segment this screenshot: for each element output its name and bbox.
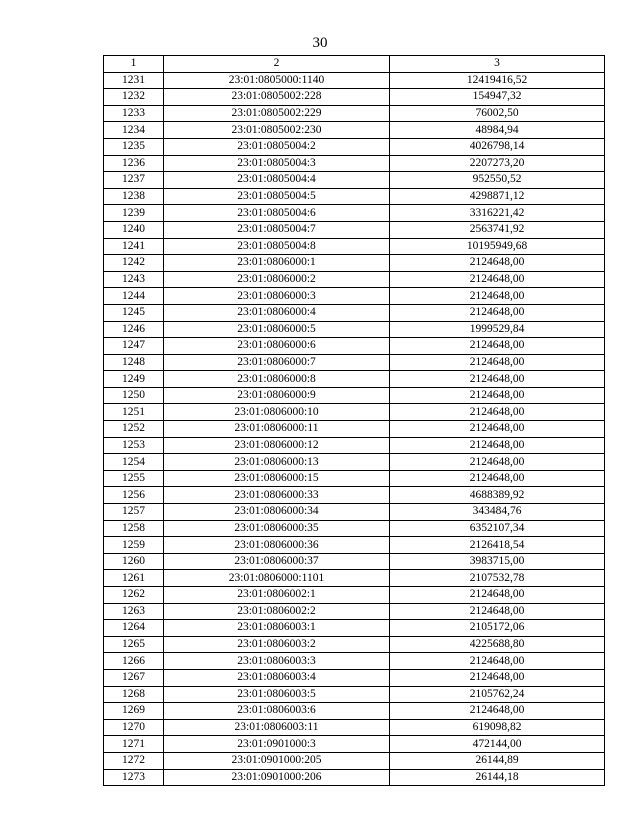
- cadastral-number-cell: 23:01:0806000:9: [164, 387, 390, 404]
- cadastral-number-cell: 23:01:0806000:10: [164, 404, 390, 421]
- value-cell: 2126418,54: [390, 537, 605, 554]
- table-row: [104, 470, 605, 487]
- cadastral-number-cell: 23:01:0805004:3: [164, 155, 390, 172]
- table-row: [104, 321, 605, 338]
- table-row: [104, 89, 605, 106]
- cadastral-number-cell: 23:01:0806000:2: [164, 271, 390, 288]
- row-number-cell: 1243: [104, 271, 164, 288]
- row-number-cell: 1247: [104, 338, 164, 355]
- row-number-cell: 1235: [104, 138, 164, 155]
- cadastral-number-cell: 23:01:0806000:1101: [164, 570, 390, 587]
- table-row: [104, 304, 605, 321]
- value-cell: 2124648,00: [390, 603, 605, 620]
- column-header-2: 2: [164, 56, 390, 73]
- table-row: [104, 421, 605, 438]
- row-number-cell: 1236: [104, 155, 164, 172]
- cadastral-number-cell: 23:01:0806003:11: [164, 719, 390, 736]
- value-cell: 2124648,00: [390, 454, 605, 471]
- table-row: [104, 138, 605, 155]
- cadastral-number-cell: 23:01:0805004:8: [164, 238, 390, 255]
- value-cell: 2107532,78: [390, 570, 605, 587]
- value-cell: 2124648,00: [390, 669, 605, 686]
- cadastral-number-cell: 23:01:0805002:230: [164, 122, 390, 139]
- value-cell: 2124648,00: [390, 587, 605, 604]
- row-number-cell: 1238: [104, 188, 164, 205]
- cadastral-number-cell: 23:01:0806002:1: [164, 587, 390, 604]
- value-cell: 154947,32: [390, 89, 605, 106]
- row-number-cell: 1256: [104, 487, 164, 504]
- table-row: [104, 371, 605, 388]
- cadastral-number-cell: 23:01:0901000:205: [164, 752, 390, 769]
- row-number-cell: 1232: [104, 89, 164, 106]
- value-cell: 2105762,24: [390, 686, 605, 703]
- table-row: [104, 719, 605, 736]
- value-cell: 2124648,00: [390, 404, 605, 421]
- cadastral-number-cell: 23:01:0805004:7: [164, 221, 390, 238]
- value-cell: 10195949,68: [390, 238, 605, 255]
- table-row: [104, 387, 605, 404]
- value-cell: 2124648,00: [390, 653, 605, 670]
- row-number-cell: 1254: [104, 454, 164, 471]
- cadastral-number-cell: 23:01:0805000:1140: [164, 72, 390, 89]
- table-row: [104, 338, 605, 355]
- cadastral-number-cell: 23:01:0806003:4: [164, 669, 390, 686]
- value-cell: 3316221,42: [390, 205, 605, 222]
- cadastral-number-cell: 23:01:0806003:3: [164, 653, 390, 670]
- column-header-3: 3: [390, 56, 605, 73]
- table-row: [104, 255, 605, 272]
- cadastral-number-cell: 23:01:0806000:11: [164, 421, 390, 438]
- cadastral-number-cell: 23:01:0901000:206: [164, 769, 390, 786]
- table-body: [104, 72, 605, 786]
- row-number-cell: 1245: [104, 304, 164, 321]
- cadastral-number-cell: 23:01:0806000:6: [164, 338, 390, 355]
- row-number-cell: 1248: [104, 354, 164, 371]
- table-row: [104, 686, 605, 703]
- row-number-cell: 1237: [104, 172, 164, 189]
- row-number-cell: 1250: [104, 387, 164, 404]
- row-number-cell: 1265: [104, 636, 164, 653]
- value-cell: 2207273,20: [390, 155, 605, 172]
- value-cell: 26144,18: [390, 769, 605, 786]
- table-row: [104, 271, 605, 288]
- cadastral-number-cell: 23:01:0901000:3: [164, 736, 390, 753]
- table-row: [104, 72, 605, 89]
- table-row: [104, 172, 605, 189]
- row-number-cell: 1233: [104, 105, 164, 122]
- value-cell: 2124648,00: [390, 437, 605, 454]
- value-cell: 2105172,06: [390, 620, 605, 637]
- row-number-cell: 1244: [104, 288, 164, 305]
- row-number-cell: 1253: [104, 437, 164, 454]
- row-number-cell: 1264: [104, 620, 164, 637]
- value-cell: 2124648,00: [390, 470, 605, 487]
- value-cell: 4026798,14: [390, 138, 605, 155]
- cadastral-number-cell: 23:01:0806000:4: [164, 304, 390, 321]
- table-row: [104, 553, 605, 570]
- value-cell: 2124648,00: [390, 371, 605, 388]
- cadastral-number-cell: 23:01:0806000:35: [164, 520, 390, 537]
- cadastral-number-cell: 23:01:0806000:8: [164, 371, 390, 388]
- value-cell: 1999529,84: [390, 321, 605, 338]
- cadastral-number-cell: 23:01:0805004:2: [164, 138, 390, 155]
- table-row: [104, 122, 605, 139]
- row-number-cell: 1268: [104, 686, 164, 703]
- table-row: [104, 587, 605, 604]
- cadastral-number-cell: 23:01:0806000:3: [164, 288, 390, 305]
- table-row: [104, 570, 605, 587]
- table-row: [104, 603, 605, 620]
- table-row: [104, 288, 605, 305]
- value-cell: 2124648,00: [390, 354, 605, 371]
- cadastral-number-cell: 23:01:0806003:1: [164, 620, 390, 637]
- cadastral-number-cell: 23:01:0805004:5: [164, 188, 390, 205]
- table-row: [104, 155, 605, 172]
- row-number-cell: 1263: [104, 603, 164, 620]
- value-cell: 4298871,12: [390, 188, 605, 205]
- row-number-cell: 1249: [104, 371, 164, 388]
- cadastral-number-cell: 23:01:0805004:4: [164, 172, 390, 189]
- table-row: [104, 354, 605, 371]
- page-number: 30: [312, 35, 328, 51]
- row-number-cell: 1257: [104, 504, 164, 521]
- column-header-1: 1: [104, 56, 164, 73]
- row-number-cell: 1255: [104, 470, 164, 487]
- cadastral-number-cell: 23:01:0806000:15: [164, 470, 390, 487]
- cadastral-number-cell: 23:01:0806000:34: [164, 504, 390, 521]
- cadastral-number-cell: 23:01:0806000:36: [164, 537, 390, 554]
- value-cell: 2124648,00: [390, 703, 605, 720]
- table-row: [104, 736, 605, 753]
- cadastral-number-cell: 23:01:0805004:6: [164, 205, 390, 222]
- table-row: [104, 221, 605, 238]
- value-cell: 3983715,00: [390, 553, 605, 570]
- value-cell: 12419416,52: [390, 72, 605, 89]
- row-number-cell: 1240: [104, 221, 164, 238]
- row-number-cell: 1272: [104, 752, 164, 769]
- table-row: [104, 620, 605, 637]
- value-cell: 4688389,92: [390, 487, 605, 504]
- row-number-cell: 1271: [104, 736, 164, 753]
- cadastral-number-cell: 23:01:0806003:2: [164, 636, 390, 653]
- table-row: [104, 437, 605, 454]
- cadastral-number-cell: 23:01:0806000:12: [164, 437, 390, 454]
- value-cell: 2124648,00: [390, 387, 605, 404]
- table-row: [104, 487, 605, 504]
- table-row: [104, 454, 605, 471]
- value-cell: 26144,89: [390, 752, 605, 769]
- table-row: [104, 636, 605, 653]
- cadastral-number-cell: 23:01:0806000:7: [164, 354, 390, 371]
- cadastral-number-cell: 23:01:0806000:1: [164, 255, 390, 272]
- value-cell: 2563741,92: [390, 221, 605, 238]
- value-cell: 952550,52: [390, 172, 605, 189]
- row-number-cell: 1252: [104, 421, 164, 438]
- table-row: [104, 404, 605, 421]
- row-number-cell: 1266: [104, 653, 164, 670]
- row-number-cell: 1242: [104, 255, 164, 272]
- data-table: [103, 55, 605, 786]
- table-row: [104, 769, 605, 786]
- cadastral-number-cell: 23:01:0806000:13: [164, 454, 390, 471]
- row-number-cell: 1231: [104, 72, 164, 89]
- value-cell: 2124648,00: [390, 421, 605, 438]
- table-row: [104, 205, 605, 222]
- table-row: [104, 703, 605, 720]
- row-number-cell: 1246: [104, 321, 164, 338]
- table-header-row: [104, 56, 605, 73]
- table-header: [104, 56, 605, 73]
- row-number-cell: 1241: [104, 238, 164, 255]
- value-cell: 2124648,00: [390, 271, 605, 288]
- row-number-cell: 1239: [104, 205, 164, 222]
- table-row: [104, 105, 605, 122]
- cadastral-number-cell: 23:01:0806002:2: [164, 603, 390, 620]
- row-number-cell: 1270: [104, 719, 164, 736]
- value-cell: 6352107,34: [390, 520, 605, 537]
- row-number-cell: 1234: [104, 122, 164, 139]
- row-number-cell: 1269: [104, 703, 164, 720]
- cadastral-number-cell: 23:01:0806000:37: [164, 553, 390, 570]
- value-cell: 343484,76: [390, 504, 605, 521]
- value-cell: 2124648,00: [390, 288, 605, 305]
- table-row: [104, 238, 605, 255]
- row-number-cell: 1258: [104, 520, 164, 537]
- table-row: [104, 520, 605, 537]
- value-cell: 619098,82: [390, 719, 605, 736]
- cadastral-number-cell: 23:01:0806000:5: [164, 321, 390, 338]
- value-cell: 2124648,00: [390, 338, 605, 355]
- row-number-cell: 1259: [104, 537, 164, 554]
- value-cell: 2124648,00: [390, 304, 605, 321]
- table-row: [104, 504, 605, 521]
- table-row: [104, 669, 605, 686]
- value-cell: 4225688,80: [390, 636, 605, 653]
- value-cell: 48984,94: [390, 122, 605, 139]
- row-number-cell: 1273: [104, 769, 164, 786]
- value-cell: 2124648,00: [390, 255, 605, 272]
- cadastral-number-cell: 23:01:0806000:33: [164, 487, 390, 504]
- row-number-cell: 1261: [104, 570, 164, 587]
- cadastral-number-cell: 23:01:0805002:228: [164, 89, 390, 106]
- cadastral-number-cell: 23:01:0806003:5: [164, 686, 390, 703]
- row-number-cell: 1251: [104, 404, 164, 421]
- row-number-cell: 1262: [104, 587, 164, 604]
- cadastral-number-cell: 23:01:0806003:6: [164, 703, 390, 720]
- table-row: [104, 653, 605, 670]
- row-number-cell: 1260: [104, 553, 164, 570]
- table-row: [104, 752, 605, 769]
- value-cell: 472144,00: [390, 736, 605, 753]
- row-number-cell: 1267: [104, 669, 164, 686]
- table-row: [104, 188, 605, 205]
- value-cell: 76002,50: [390, 105, 605, 122]
- table-row: [104, 537, 605, 554]
- cadastral-number-cell: 23:01:0805002:229: [164, 105, 390, 122]
